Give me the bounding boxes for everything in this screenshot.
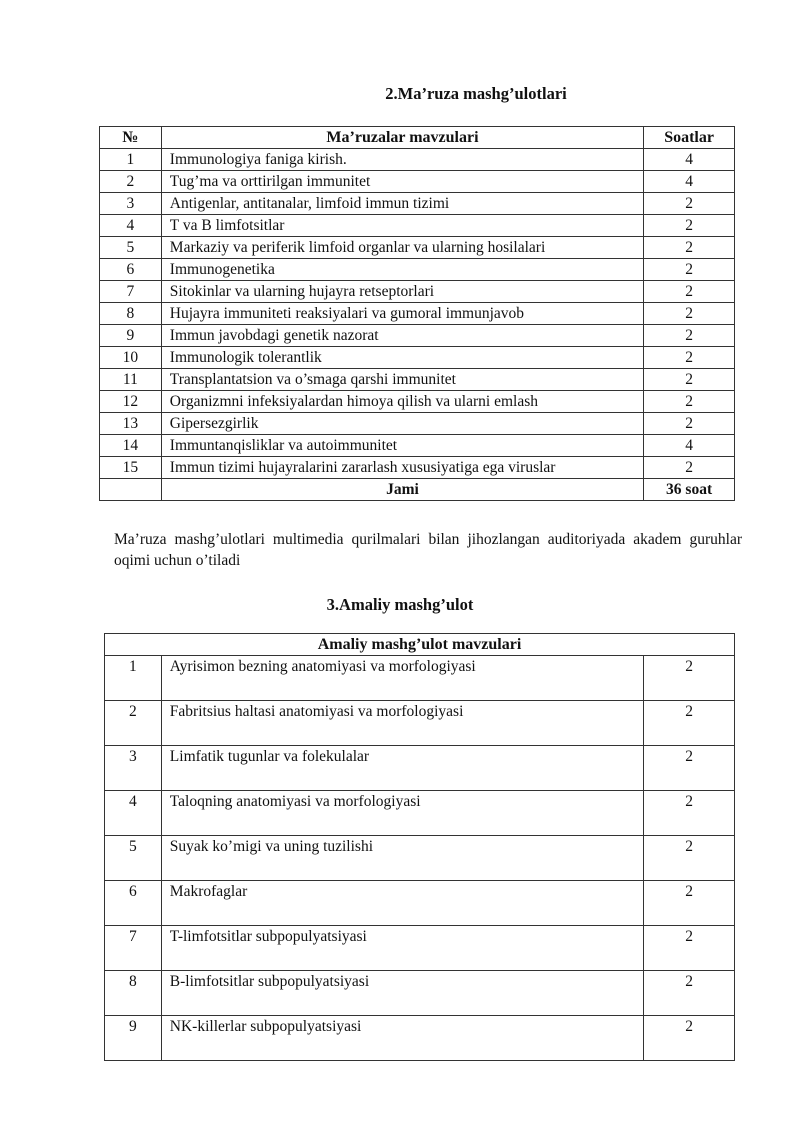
row-topic: Organizmni infeksiyalardan himoya qilish va ularni emlash xyxy=(161,391,643,413)
row-hours: 2 xyxy=(644,347,735,369)
row-topic: Ayrisimon bezning anatomiyasi va morfologiyasi xyxy=(161,656,644,701)
row-number: 15 xyxy=(100,457,162,479)
row-topic: NK-killerlar subpopulyatsiyasi xyxy=(161,1016,644,1061)
row-number: 13 xyxy=(100,413,162,435)
row-hours: 2 xyxy=(644,701,735,746)
row-hours: 2 xyxy=(644,836,735,881)
row-topic: Sitokinlar va ularning hujayra retseptorlari xyxy=(161,281,643,303)
table-row xyxy=(105,701,735,746)
row-hours: 2 xyxy=(644,193,735,215)
row-hours: 4 xyxy=(644,171,735,193)
row-number: 2 xyxy=(100,171,162,193)
table-row xyxy=(100,237,735,259)
row-topic: Immun tizimi hujayralarini zararlash xususiyatiga ega viruslar xyxy=(161,457,643,479)
row-hours: 2 xyxy=(644,656,735,701)
table-row xyxy=(100,325,735,347)
row-topic: Transplantatsion va o’smaga qarshi immunitet xyxy=(161,369,643,391)
row-topic: Immuntanqisliklar va autoimmunitet xyxy=(161,435,643,457)
row-number: 11 xyxy=(100,369,162,391)
table-row xyxy=(100,303,735,325)
total-row xyxy=(100,479,735,501)
row-number: 7 xyxy=(105,926,162,971)
row-hours: 4 xyxy=(644,149,735,171)
section-title-practical: 3.Amaliy mashg’ulot xyxy=(326,595,474,614)
row-hours: 2 xyxy=(644,281,735,303)
row-number: 4 xyxy=(105,791,162,836)
table-row xyxy=(100,435,735,457)
row-hours: 2 xyxy=(644,881,735,926)
row-hours: 2 xyxy=(644,303,735,325)
table-row xyxy=(105,746,735,791)
row-number: 6 xyxy=(105,881,162,926)
column-header-hours: Soatlar xyxy=(644,127,735,149)
row-hours: 2 xyxy=(644,237,735,259)
table-row xyxy=(100,391,735,413)
lectures-note: Ma’ruza mashg’ulotlari multimedia qurilmalari bilan jihozlangan auditoriyada akadem guruhlar oqimi uchun o’tiladi xyxy=(114,531,742,569)
row-topic: Limfatik tugunlar va folekulalar xyxy=(161,746,644,791)
practical-table-header: Amaliy mashg’ulot mavzulari xyxy=(105,634,735,656)
row-number: 9 xyxy=(100,325,162,347)
row-topic: Tug’ma va orttirilgan immunitet xyxy=(161,171,643,193)
row-hours: 2 xyxy=(644,325,735,347)
table-header-row xyxy=(100,127,735,149)
row-number: 1 xyxy=(105,656,162,701)
row-topic: Taloqning anatomiyasi va morfologiyasi xyxy=(161,791,644,836)
total-value: 36 soat xyxy=(644,479,735,501)
row-topic: Immunogenetika xyxy=(161,259,643,281)
total-label: Jami xyxy=(161,479,643,501)
row-topic: Markaziy va periferik limfoid organlar va ularning hosilalari xyxy=(161,237,643,259)
row-topic: Gipersezgirlik xyxy=(161,413,643,435)
table-row xyxy=(100,369,735,391)
table-row xyxy=(105,836,735,881)
row-number: 3 xyxy=(105,746,162,791)
row-topic: Immunologik tolerantlik xyxy=(161,347,643,369)
row-number: 8 xyxy=(100,303,162,325)
row-hours: 2 xyxy=(644,413,735,435)
row-topic: Immun javobdagi genetik nazorat xyxy=(161,325,643,347)
row-hours: 2 xyxy=(644,391,735,413)
row-hours: 2 xyxy=(644,457,735,479)
table-row xyxy=(100,193,735,215)
row-number: 10 xyxy=(100,347,162,369)
row-number: 8 xyxy=(105,971,162,1016)
row-hours: 2 xyxy=(644,746,735,791)
row-hours: 4 xyxy=(644,435,735,457)
row-number: 5 xyxy=(105,836,162,881)
row-hours: 2 xyxy=(644,971,735,1016)
row-number: 14 xyxy=(100,435,162,457)
table-row xyxy=(100,457,735,479)
row-hours: 2 xyxy=(644,369,735,391)
row-hours: 2 xyxy=(644,259,735,281)
table-row xyxy=(100,171,735,193)
table-row xyxy=(105,971,735,1016)
row-number: 1 xyxy=(100,149,162,171)
row-number: 9 xyxy=(105,1016,162,1061)
lectures-table xyxy=(99,126,735,501)
table-row xyxy=(105,881,735,926)
row-number: 5 xyxy=(100,237,162,259)
row-topic: T va B limfotsitlar xyxy=(161,215,643,237)
row-topic: Antigenlar, antitanalar, limfoid immun tizimi xyxy=(161,193,643,215)
column-header-topics: Ma’ruzalar mavzulari xyxy=(161,127,643,149)
row-number: 12 xyxy=(100,391,162,413)
table-row xyxy=(105,1016,735,1061)
row-topic: B-limfotsitlar subpopulyatsiyasi xyxy=(161,971,644,1016)
table-row xyxy=(100,259,735,281)
row-number: 6 xyxy=(100,259,162,281)
row-hours: 2 xyxy=(644,215,735,237)
row-topic: Suyak ko’migi va uning tuzilishi xyxy=(161,836,644,881)
table-row xyxy=(105,926,735,971)
row-topic: Fabritsius haltasi anatomiyasi va morfologiyasi xyxy=(161,701,644,746)
table-row xyxy=(100,149,735,171)
table-row xyxy=(100,215,735,237)
table-row xyxy=(100,347,735,369)
section-title-lectures: 2.Ma’ruza mashg’ulotlari xyxy=(385,84,567,103)
row-topic: T-limfotsitlar subpopulyatsiyasi xyxy=(161,926,644,971)
table-row xyxy=(105,791,735,836)
table-row xyxy=(105,656,735,701)
practical-table xyxy=(104,633,735,1061)
row-number: 7 xyxy=(100,281,162,303)
row-topic: Immunologiya faniga kirish. xyxy=(161,149,643,171)
table-row xyxy=(100,281,735,303)
row-topic: Hujayra immuniteti reaksiyalari va gumoral immunjavob xyxy=(161,303,643,325)
table-row xyxy=(100,413,735,435)
row-number: 3 xyxy=(100,193,162,215)
table-header-row xyxy=(105,634,735,656)
row-hours: 2 xyxy=(644,791,735,836)
row-topic: Makrofaglar xyxy=(161,881,644,926)
row-number: 4 xyxy=(100,215,162,237)
row-hours: 2 xyxy=(644,1016,735,1061)
row-number: 2 xyxy=(105,701,162,746)
total-empty-cell xyxy=(100,479,162,501)
row-hours: 2 xyxy=(644,926,735,971)
column-header-number: № xyxy=(100,127,162,149)
